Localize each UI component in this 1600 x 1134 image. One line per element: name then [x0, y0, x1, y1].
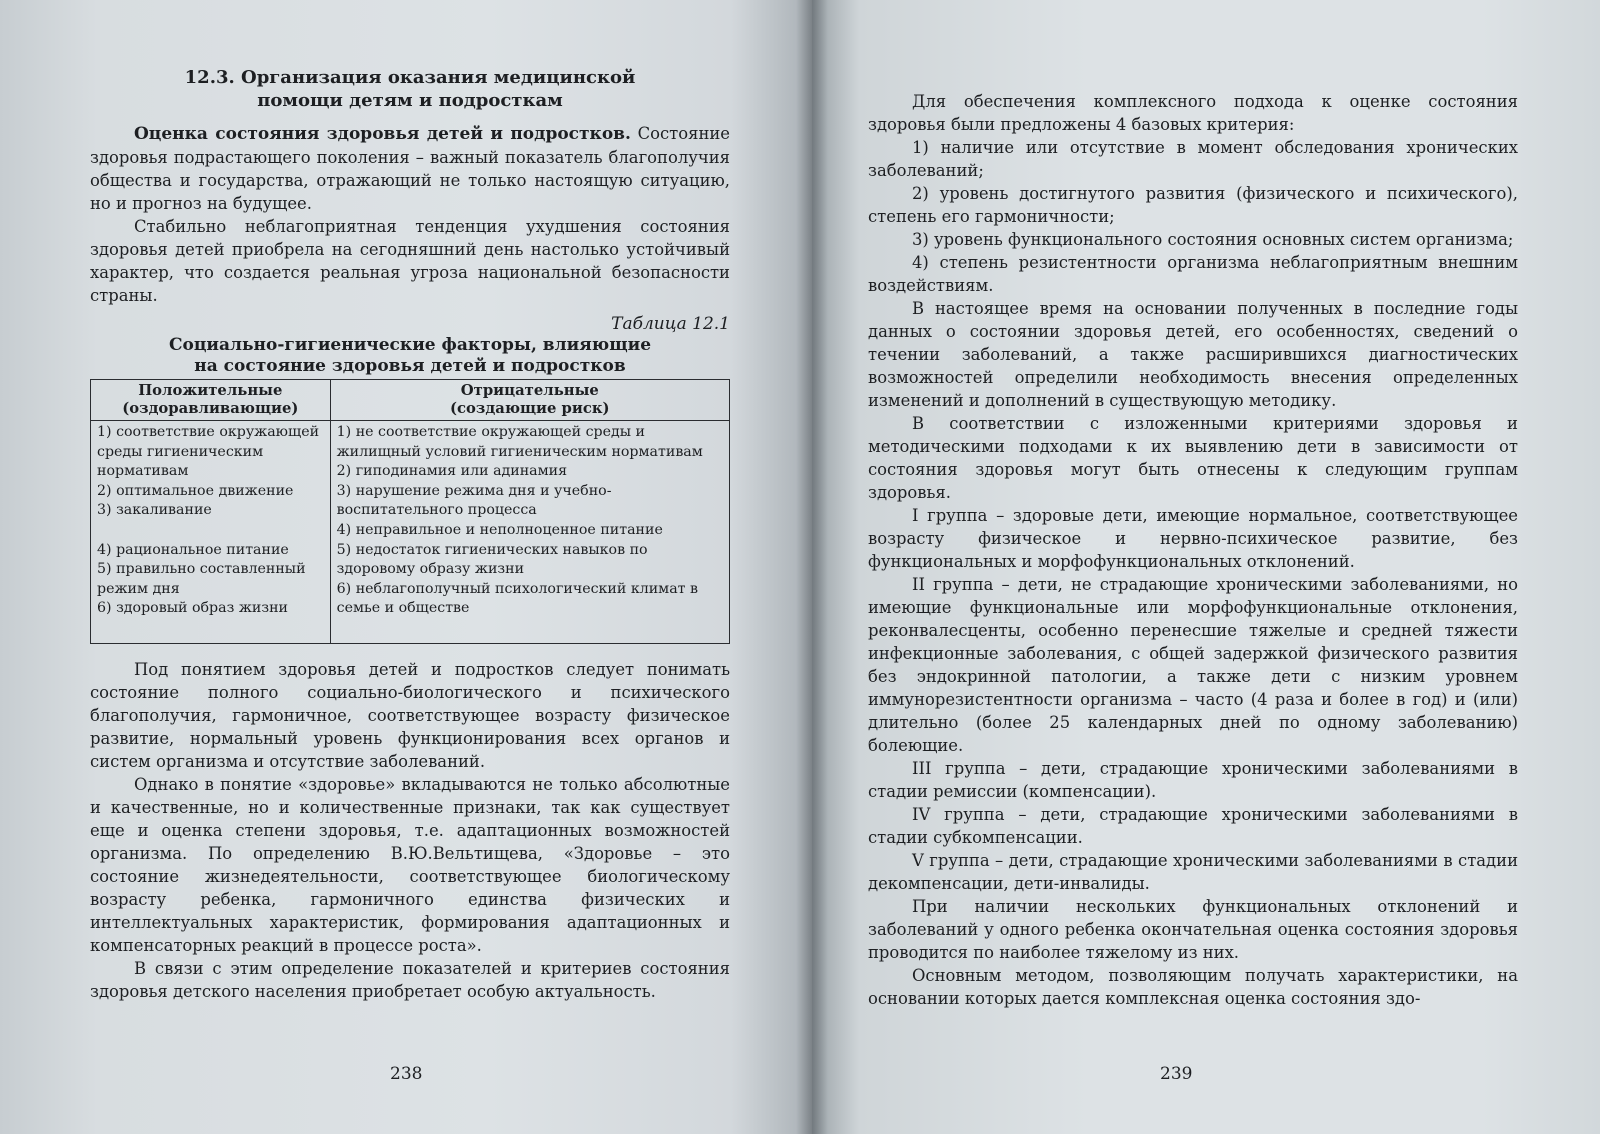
- health-group-1: I группа – здоровые дети, имеющие нормальное, соответствующее возрасту физическое и нервно-психическое развитие, без функциональных и морфофункциональных отклонений.: [868, 506, 1518, 571]
- positive-factor-5: 5) правильно составленный режим дня: [97, 561, 306, 597]
- table-caption: Таблица 12.1: [611, 314, 730, 334]
- table-title-line2: на состояние здоровья детей и подростков: [194, 356, 626, 376]
- health-group-2: II группа – дети, не страдающие хроническими заболеваниями, но имеющие функциональные или морфофункциональные отклонения, реконвалесценты, особенно перенесшие тяжелые и средней тяжести инфекционные заболевания, с общей задержкой физического развития без эндокринной патологии, а также дети с низким уровнем иммунорезистентности организма – часто (4 раза и более в год) и (или) длительно (более 25 календарных дней по одному заболеванию) болеющие.: [868, 575, 1518, 755]
- negative-factor-2: 2) гиподинамия или адинамия: [336, 463, 568, 480]
- paragraph-methodology: В настоящее время на основании полученных в последние годы данных о состоянии здоровья детей, его особенностях, сведений о течении заболеваний, а также расширившихся диагностических возможностей определили необходимость внесения определенных изменений и дополнений в существующую методику.: [868, 299, 1518, 410]
- paragraph-criteria-intro: Для обеспечения комплексного подхода к оценке состояния здоровья были предложены 4 базовых критерия:: [868, 92, 1518, 134]
- positive-factor-1: 1) соответствие окружающей среды гигиеническим нормативам: [97, 424, 320, 480]
- positive-factor-4: 4) рациональное питание: [97, 541, 289, 558]
- paragraph-groups-intro: В соответствии с изложенными критериями здоровья и методическими подходами к их выявлению дети в зависимости от состояния здоровья могут быть отнесены к следующим группам здоровья.: [868, 414, 1518, 502]
- negative-factor-1: 1) не соответствие окружающей среды и жилищный условий гигиеническим нормативам: [336, 424, 703, 460]
- page-number-left: 238: [390, 1064, 423, 1084]
- header-positive: [91, 380, 331, 421]
- paragraph-health-definition: Под понятием здоровья детей и подростков следует понимать состояние полного социально-биологического и психического благополучия, гармоничное, соответствующее возрасту физическое развитие, нормальный уровень функционирования всех органов и систем организма и отсутствие заболеваний.: [90, 660, 730, 771]
- negative-factors-cell: [330, 421, 729, 644]
- negative-factor-4: 4) неправильное и неполноценное питание: [336, 521, 663, 538]
- header-positive-line2: (оздоравливающие): [122, 400, 299, 417]
- page-number-right: 239: [1160, 1064, 1193, 1084]
- paragraph-relevance: В связи с этим определение показателей и критериев состояния здоровья детского населения приобретает особую актуальность.: [90, 959, 730, 1001]
- paragraph-health-concept: Однако в понятие «здоровье» вкладываются не только абсолютные и качественные, но и количественные признаки, так как существует еще и оценка степени здоровья, т.е. адаптационных возможностей организма. По определению В.Ю.Вельтищева, «Здоровье – это состояние жизнедеятельности, соответствующее биологическому возрасту ребенка, гармоничного единства физических и интеллектуальных характеристик, формирования адаптационных и компенсаторных реакций в процессе роста».: [90, 775, 730, 955]
- book-gutter-shadow: [796, 0, 828, 1134]
- positive-factor-3: 3) закаливание: [97, 502, 212, 519]
- paragraph-text: Состояние здоровья подрастающего поколения – важный показатель благополучия общества и государства, отражающий не только настоящую ситуацию, но и прогноз на будущее.: [90, 124, 731, 213]
- criterion-4: 4) степень резистентности организма неблагоприятным внешним воздействиям.: [868, 253, 1518, 295]
- table-title-line1: Социально-гигиенические факторы, влияющие: [168, 335, 652, 355]
- right-text-column: [868, 90, 1518, 1010]
- page-239: [812, 0, 1600, 1134]
- table-title: [90, 335, 730, 377]
- paragraph-trend: Стабильно неблагоприятная тенденция ухудшения состояния здоровья детей приобрела на сегодняшний день настолько устойчивый характер, что создается реальная угроза национальной безопасности страны.: [90, 217, 730, 305]
- criterion-3: 3) уровень функционального состояния основных систем организма;: [912, 230, 1514, 249]
- section-heading-line1: 12.3. Организация оказания медицинской: [184, 67, 636, 88]
- header-negative: [330, 380, 729, 421]
- paragraph-main-method: Основным методом, позволяющим получать характеристики, на основании которых дается комплексная оценка состояния здо-: [868, 966, 1518, 1008]
- table-row: [91, 421, 730, 644]
- health-group-4: IV группа – дети, страдающие хроническими заболеваниями в стадии субкомпенсации.: [868, 805, 1518, 847]
- criterion-1: 1) наличие или отсутствие в момент обследования хронических заболеваний;: [868, 138, 1518, 180]
- paragraph-multiple-deviations: При наличии нескольких функциональных отклонений и заболеваний у одного ребенка окончательная оценка состояния здоровья проводится по наиболее тяжелому из них.: [868, 897, 1518, 962]
- health-group-3: III группа – дети, страдающие хроническими заболеваниями в стадии ремиссии (компенсации).: [868, 759, 1518, 801]
- positive-factors-cell: [91, 421, 331, 644]
- left-text-column: [90, 66, 730, 1003]
- positive-factor-2: 2) оптимальное движение: [97, 482, 294, 499]
- paragraph-health-assessment: [90, 122, 730, 215]
- positive-factor-spacer: [97, 521, 324, 541]
- criterion-2: 2) уровень достигнутого развития (физического и психического), степень его гармоничности;: [868, 184, 1518, 226]
- section-heading: [90, 66, 730, 112]
- table-header-row: [91, 380, 730, 421]
- negative-factor-6: 6) неблагополучный психологический климат в семье и обществе: [336, 580, 699, 617]
- negative-factor-5: 5) недостаток гигиенических навыков по здоровому образу жизни: [336, 541, 648, 578]
- health-group-5: V группа – дети, страдающие хроническими заболеваниями в стадии декомпенсации, дети-инвалиды.: [868, 851, 1518, 893]
- factors-table: [90, 379, 730, 644]
- header-negative-line1: Отрицательные: [460, 382, 599, 399]
- header-negative-line2: (создающие риск): [450, 400, 610, 417]
- run-in-heading: Оценка состояния здоровья детей и подростков.: [134, 124, 631, 144]
- section-heading-line2: помощи детям и подросткам: [257, 90, 563, 111]
- negative-factor-3: 3) нарушение режима дня и учебно-воспитательного процесса: [336, 482, 612, 519]
- header-positive-line1: Положительные: [138, 382, 283, 399]
- positive-factor-6: 6) здоровый образ жизни: [97, 600, 288, 617]
